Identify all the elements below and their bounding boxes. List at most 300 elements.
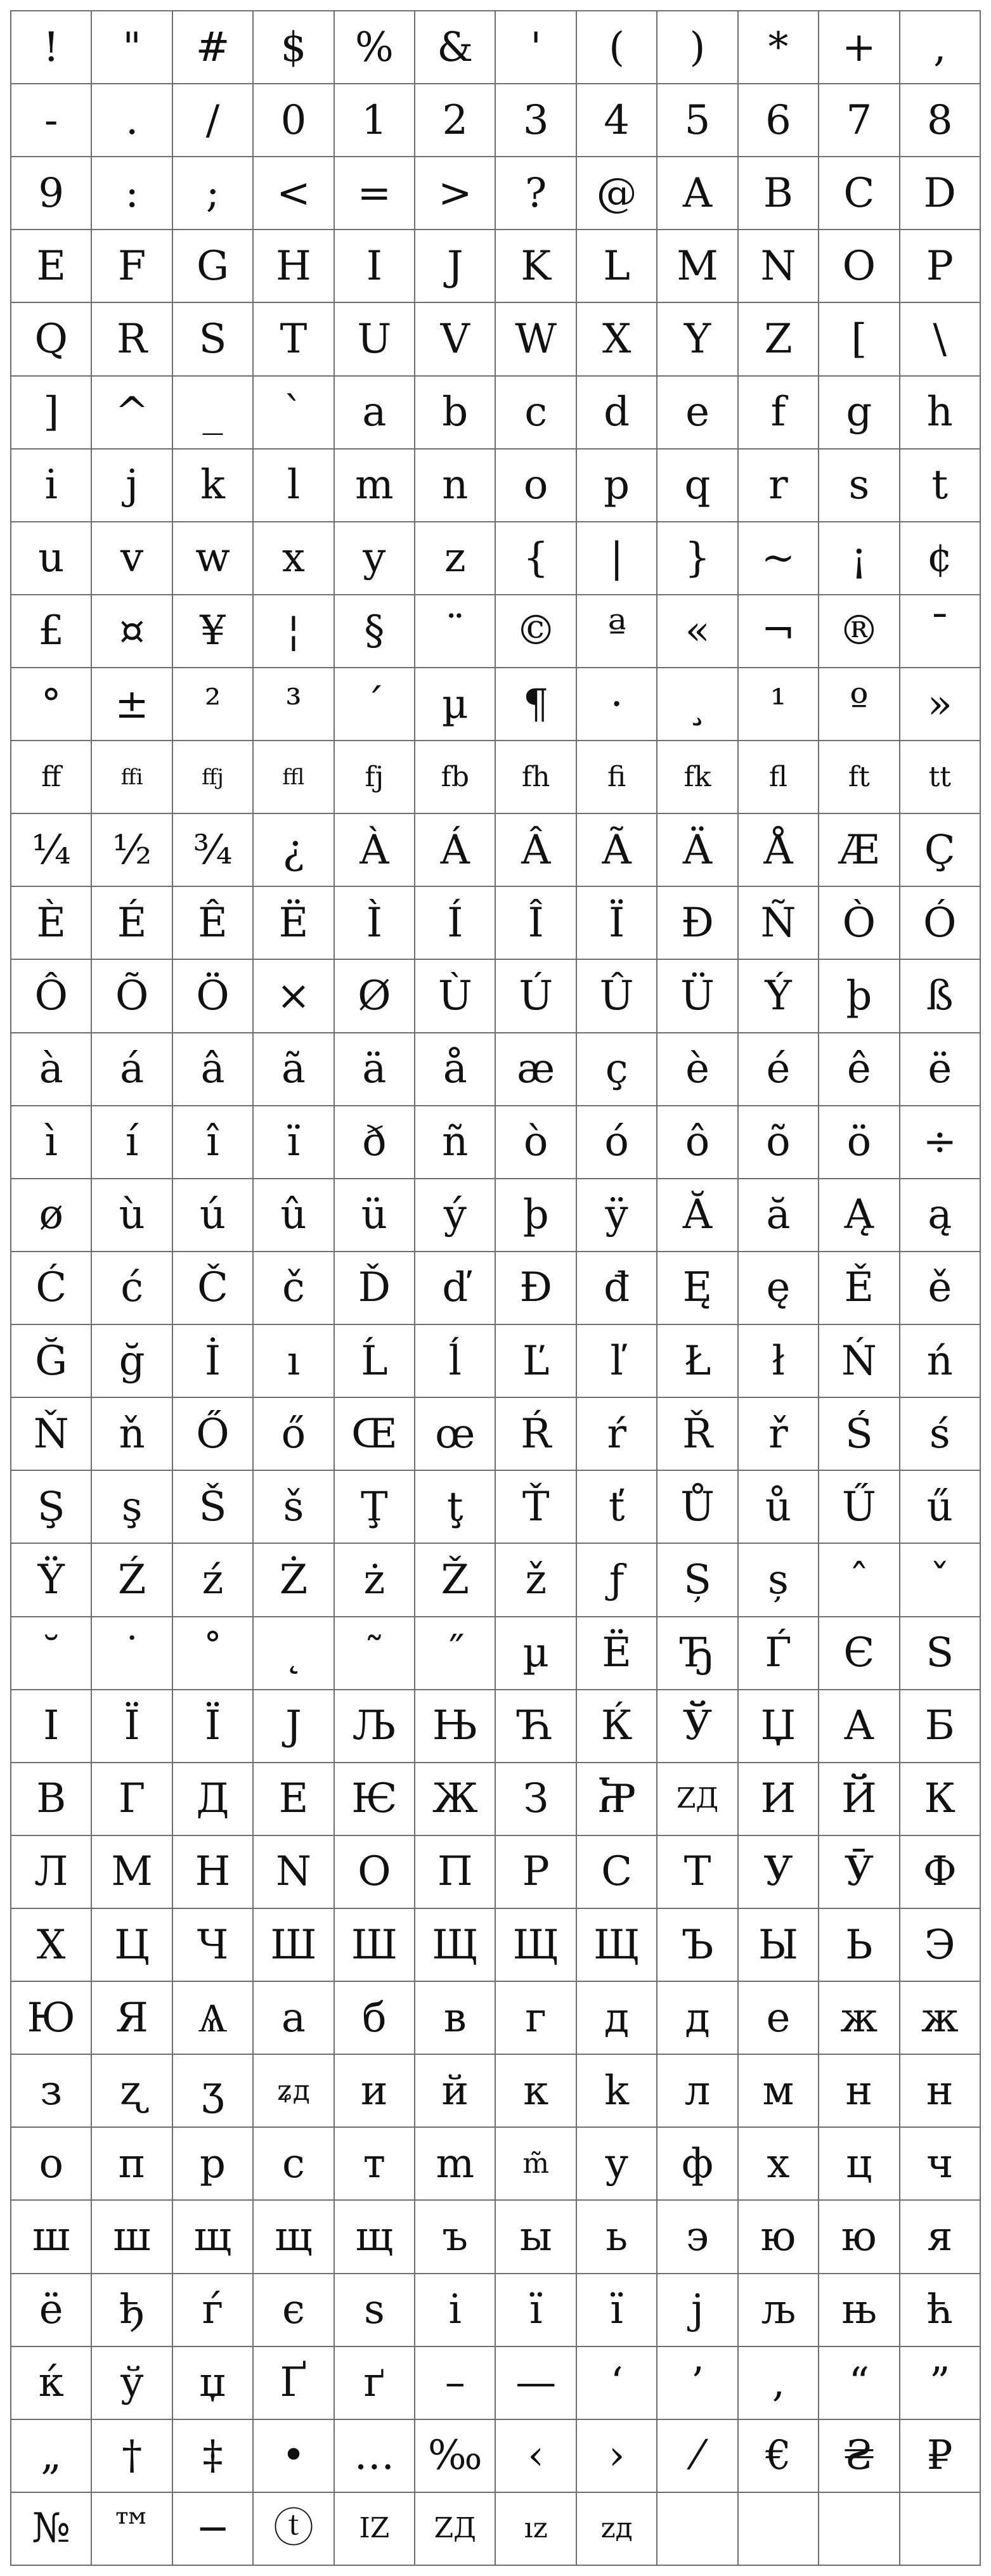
glyph-cell: Â xyxy=(496,814,576,887)
glyph-cell: _ xyxy=(173,377,254,450)
glyph-cell: ¢ xyxy=(900,522,981,595)
glyph-cell: Ĺ xyxy=(335,1325,415,1398)
glyph-cell: * xyxy=(739,11,819,84)
glyph-cell: ˚ xyxy=(173,1617,254,1690)
glyph-cell: ú xyxy=(173,1179,254,1252)
glyph-cell: ' xyxy=(496,11,576,84)
glyph-cell: у xyxy=(577,2128,657,2201)
glyph-cell: ¥ xyxy=(173,595,254,668)
glyph-cell: › xyxy=(577,2420,657,2493)
glyph-cell: ъ xyxy=(415,2201,496,2274)
glyph-cell: Ћ xyxy=(496,1690,576,1763)
glyph-cell: « xyxy=(657,595,738,668)
glyph-cell: Ł xyxy=(657,1325,738,1398)
glyph-cell: § xyxy=(335,595,415,668)
glyph-cell: Ă xyxy=(657,1179,738,1252)
glyph-cell: ZД xyxy=(415,2493,496,2566)
glyph-cell: њ xyxy=(819,2274,900,2347)
glyph-cell: О xyxy=(335,1836,415,1909)
glyph-cell: ä xyxy=(335,1033,415,1106)
glyph-cell: ő xyxy=(254,1398,334,1471)
glyph-cell: 0 xyxy=(254,84,334,157)
glyph-cell: ffi xyxy=(92,741,172,814)
glyph-cell: З xyxy=(496,1763,576,1836)
glyph-cell: ÷ xyxy=(900,1106,981,1179)
glyph-cell: н xyxy=(819,2055,900,2128)
glyph-cell: ř xyxy=(739,1398,819,1471)
glyph-cell: 7 xyxy=(819,84,900,157)
glyph-cell: м xyxy=(739,2055,819,2128)
glyph-cell: Е xyxy=(254,1763,334,1836)
glyph-cell: õ xyxy=(739,1106,819,1179)
glyph-cell: đ xyxy=(577,1252,657,1325)
glyph-cell xyxy=(900,2493,981,2566)
glyph-cell: v xyxy=(92,522,172,595)
glyph-cell: ´ xyxy=(335,668,415,741)
glyph-cell: { xyxy=(496,522,576,595)
glyph-cell: + xyxy=(819,11,900,84)
glyph-cell: У xyxy=(739,1836,819,1909)
glyph-cell: Ò xyxy=(819,887,900,960)
glyph-cell: Ę xyxy=(657,1252,738,1325)
glyph-cell: İ xyxy=(173,1325,254,1398)
glyph-cell: Ë xyxy=(254,887,334,960)
glyph-cell: Б xyxy=(900,1690,981,1763)
glyph-cell: U xyxy=(335,303,415,376)
glyph-cell: ë xyxy=(900,1033,981,1106)
glyph-cell: Ë xyxy=(577,1617,657,1690)
glyph-cell: < xyxy=(254,157,334,230)
glyph-cell: ì xyxy=(11,1106,92,1179)
glyph-cell: ш xyxy=(11,2201,92,2274)
glyph-cell: Ľ xyxy=(496,1325,576,1398)
glyph-cell: ı xyxy=(254,1325,334,1398)
glyph-cell: € xyxy=(739,2420,819,2493)
glyph-cell: î xyxy=(173,1106,254,1179)
glyph-cell: К xyxy=(900,1763,981,1836)
glyph-cell: ? xyxy=(496,157,576,230)
glyph-cell: å xyxy=(415,1033,496,1106)
glyph-cell: fb xyxy=(415,741,496,814)
glyph-cell: п xyxy=(92,2128,172,2201)
glyph-cell: Ș xyxy=(657,1544,738,1617)
glyph-cell: $ xyxy=(254,11,334,84)
glyph-cell: º xyxy=(819,668,900,741)
glyph-cell: ę xyxy=(739,1252,819,1325)
glyph-cell: » xyxy=(900,668,981,741)
glyph-cell: љ xyxy=(739,2274,819,2347)
glyph-cell: Ä xyxy=(657,814,738,887)
glyph-cell: г xyxy=(496,1982,576,2055)
glyph-cell: © xyxy=(496,595,576,668)
glyph-cell: — xyxy=(496,2347,576,2420)
glyph-cell: ю xyxy=(739,2201,819,2274)
glyph-cell: ız xyxy=(496,2493,576,2566)
glyph-cell: Ю xyxy=(11,1982,92,2055)
glyph-cell: Ӯ xyxy=(819,1836,900,1909)
glyph-cell: ü xyxy=(335,1179,415,1252)
glyph-cell: Ż xyxy=(254,1544,334,1617)
glyph-cell: А xyxy=(819,1690,900,1763)
glyph-cell: ś xyxy=(900,1398,981,1471)
glyph-cell: 4 xyxy=(577,84,657,157)
glyph-cell: Ű xyxy=(819,1471,900,1544)
glyph-cell: Õ xyxy=(92,960,172,1033)
glyph-cell: Ⴟ xyxy=(577,1763,657,1836)
glyph-cell: Й xyxy=(819,1763,900,1836)
glyph-cell: È xyxy=(11,887,92,960)
glyph-cell: s xyxy=(819,450,900,522)
glyph-cell: ы xyxy=(496,2201,576,2274)
glyph-cell: Г xyxy=(92,1763,172,1836)
glyph-cell: ª xyxy=(577,595,657,668)
glyph-cell: IZ xyxy=(335,2493,415,2566)
glyph-cell: … xyxy=(335,2420,415,2493)
glyph-cell: fj xyxy=(335,741,415,814)
glyph-cell: Ã xyxy=(577,814,657,887)
glyph-cell: Æ xyxy=(819,814,900,887)
glyph-cell: ² xyxy=(173,668,254,741)
glyph-cell: m xyxy=(335,450,415,522)
glyph-cell: − xyxy=(173,2493,254,2566)
glyph-cell: Њ xyxy=(415,1690,496,1763)
glyph-cell: T xyxy=(254,303,334,376)
glyph-cell xyxy=(819,2493,900,2566)
glyph-cell: Є xyxy=(819,1617,900,1690)
glyph-cell: ї xyxy=(496,2274,576,2347)
glyph-cell: к xyxy=(496,2055,576,2128)
glyph-cell: Ŕ xyxy=(496,1398,576,1471)
glyph-cell: # xyxy=(173,11,254,84)
glyph-cell: ï xyxy=(254,1106,334,1179)
glyph-cell: ˛ xyxy=(254,1617,334,1690)
glyph-cell: Я xyxy=(92,1982,172,2055)
glyph-cell: є xyxy=(254,2274,334,2347)
glyph-cell: ’ xyxy=(657,2347,738,2420)
glyph-cell: Í xyxy=(415,887,496,960)
glyph-cell: ³ xyxy=(254,668,334,741)
glyph-cell: ˙ xyxy=(92,1617,172,1690)
glyph-cell: m xyxy=(415,2128,496,2201)
glyph-cell: ff xyxy=(11,741,92,814)
glyph-cell: Ć xyxy=(11,1252,92,1325)
glyph-cell: ‰ xyxy=(415,2420,496,2493)
glyph-cell: ` xyxy=(254,377,334,450)
glyph-cell: µ xyxy=(496,1617,576,1690)
glyph-cell: W xyxy=(496,303,576,376)
glyph-cell: ţ xyxy=(415,1471,496,1544)
glyph-cell: A xyxy=(657,157,738,230)
glyph-cell: i xyxy=(11,450,92,522)
glyph-cell: É xyxy=(92,887,172,960)
glyph-cell: ș xyxy=(739,1544,819,1617)
glyph-cell: C xyxy=(819,157,900,230)
glyph-cell: Ђ xyxy=(657,1617,738,1690)
glyph-cell: В xyxy=(11,1763,92,1836)
glyph-cell: é xyxy=(739,1033,819,1106)
glyph-cell: t xyxy=(900,450,981,522)
glyph-cell: fl xyxy=(739,741,819,814)
glyph-cell: и xyxy=(335,2055,415,2128)
glyph-cell: ¨ xyxy=(415,595,496,668)
glyph-cell: ¯ xyxy=(900,595,981,668)
glyph-cell: ™ xyxy=(92,2493,172,2566)
glyph-cell: Ź xyxy=(92,1544,172,1617)
glyph-cell: Ѧ xyxy=(173,1982,254,2055)
glyph-cell: ! xyxy=(11,11,92,84)
glyph-cell xyxy=(657,2493,738,2566)
glyph-cell: ƒ xyxy=(577,1544,657,1617)
glyph-cell: ý xyxy=(415,1179,496,1252)
glyph-cell: ą xyxy=(900,1179,981,1252)
glyph-cell: б xyxy=(335,1982,415,2055)
glyph-cell: ‹ xyxy=(496,2420,576,2493)
glyph-cell: g xyxy=(819,377,900,450)
glyph-cell: Î xyxy=(496,887,576,960)
glyph-cell: ¼ xyxy=(11,814,92,887)
glyph-cell: í xyxy=(92,1106,172,1179)
glyph-cell: č xyxy=(254,1252,334,1325)
glyph-cell: V xyxy=(415,303,496,376)
glyph-cell: М xyxy=(92,1836,172,1909)
glyph-cell: ¦ xyxy=(254,595,334,668)
glyph-cell: Ы xyxy=(739,1909,819,1982)
glyph-cell: • xyxy=(254,2420,334,2493)
glyph-cell: ° xyxy=(11,668,92,741)
glyph-cell: ˜ xyxy=(335,1617,415,1690)
glyph-cell: 8 xyxy=(900,84,981,157)
glyph-cell: z xyxy=(415,522,496,595)
glyph-cell: Ц xyxy=(92,1909,172,1982)
glyph-cell: ł xyxy=(739,1325,819,1398)
glyph-cell: Ř xyxy=(657,1398,738,1471)
glyph-cell: Ќ xyxy=(577,1690,657,1763)
glyph-cell: Ѥ xyxy=(335,1763,415,1836)
glyph-cell: S xyxy=(900,1617,981,1690)
glyph-cell: r xyxy=(739,450,819,522)
glyph-cell: ň xyxy=(92,1398,172,1471)
glyph-cell xyxy=(739,2493,819,2566)
glyph-cell: „ xyxy=(11,2420,92,2493)
glyph-cell: æ xyxy=(496,1033,576,1106)
glyph-cell: Á xyxy=(415,814,496,887)
glyph-cell: Ї xyxy=(173,1690,254,1763)
glyph-cell: ě xyxy=(900,1252,981,1325)
glyph-cell: l xyxy=(254,450,334,522)
glyph-cell: [ xyxy=(819,303,900,376)
glyph-cell: ш xyxy=(92,2201,172,2274)
glyph-cell: Ч xyxy=(173,1909,254,1982)
glyph-cell: ⓣ xyxy=(254,2493,334,2566)
glyph-cell: Ť xyxy=(496,1471,576,1544)
glyph-cell: ź xyxy=(173,1544,254,1617)
glyph-cell: н xyxy=(900,2055,981,2128)
glyph-cell: è xyxy=(657,1033,738,1106)
glyph-cell: ґ xyxy=(335,2347,415,2420)
glyph-cell: р xyxy=(173,2128,254,2201)
glyph-cell: " xyxy=(92,11,172,84)
glyph-cell: Т xyxy=(657,1836,738,1909)
glyph-cell: Џ xyxy=(739,1690,819,1763)
glyph-cell: ; xyxy=(173,157,254,230)
glyph-cell: Ґ xyxy=(254,2347,334,2420)
glyph-cell: K xyxy=(496,230,576,303)
glyph-cell: ã xyxy=(254,1033,334,1106)
glyph-cell: ¾ xyxy=(173,814,254,887)
glyph-cell: 9 xyxy=(11,157,92,230)
glyph-cell: ) xyxy=(657,11,738,84)
glyph-cell: k xyxy=(173,450,254,522)
glyph-cell: ÿ xyxy=(577,1179,657,1252)
glyph-cell: о xyxy=(11,2128,92,2201)
glyph-cell: µ xyxy=(415,668,496,741)
glyph-cell: ж xyxy=(819,1982,900,2055)
glyph-cell: ß xyxy=(900,960,981,1033)
glyph-cell: ¤ xyxy=(92,595,172,668)
glyph-cell: fi xyxy=(577,741,657,814)
glyph-cell: ń xyxy=(900,1325,981,1398)
glyph-cell: fk xyxy=(657,741,738,814)
glyph-cell: M xyxy=(657,230,738,303)
glyph-cell: Y xyxy=(657,303,738,376)
glyph-cell: Ь xyxy=(819,1909,900,1982)
glyph-cell: w xyxy=(173,522,254,595)
glyph-cell: Ш xyxy=(254,1909,334,1982)
glyph-cell: ф xyxy=(657,2128,738,2201)
glyph-cell: a xyxy=(335,377,415,450)
glyph-cell: Đ xyxy=(496,1252,576,1325)
glyph-cell: & xyxy=(415,11,496,84)
glyph-cell: e xyxy=(657,377,738,450)
glyph-cell: ¿ xyxy=(254,814,334,887)
glyph-cell: Ж xyxy=(415,1763,496,1836)
glyph-cell: Ň xyxy=(11,1398,92,1471)
glyph-cell: ă xyxy=(739,1179,819,1252)
glyph-cell: k xyxy=(577,2055,657,2128)
glyph-cell: ó xyxy=(577,1106,657,1179)
glyph-cell: X xyxy=(577,303,657,376)
glyph-cell: Ê xyxy=(173,887,254,960)
glyph-cell: ј xyxy=(657,2274,738,2347)
glyph-cell: ] xyxy=(11,377,92,450)
glyph-cell: q xyxy=(657,450,738,522)
glyph-cell: y xyxy=(335,522,415,595)
glyph-cell: Ş xyxy=(11,1471,92,1544)
glyph-cell: ffl xyxy=(254,741,334,814)
glyph-cell: Х xyxy=(11,1909,92,1982)
glyph-cell: £ xyxy=(11,595,92,668)
glyph-cell: Ń xyxy=(819,1325,900,1398)
glyph-cell: } xyxy=(657,522,738,595)
glyph-cell: ž xyxy=(496,1544,576,1617)
glyph-cell: ь xyxy=(577,2201,657,2274)
glyph-cell: № xyxy=(11,2493,92,2566)
glyph-cell: ю xyxy=(819,2201,900,2274)
glyph-cell: ˘ xyxy=(11,1617,92,1690)
glyph-cell: c xyxy=(496,377,576,450)
glyph-cell: p xyxy=(577,450,657,522)
glyph-cell: Č xyxy=(173,1252,254,1325)
glyph-cell: R xyxy=(92,303,172,376)
glyph-cell: Ú xyxy=(496,960,576,1033)
glyph-cell: ў xyxy=(92,2347,172,2420)
glyph-cell: ђ xyxy=(92,2274,172,2347)
glyph-cell: N xyxy=(254,1836,334,1909)
glyph-cell: ˝ xyxy=(415,1617,496,1690)
glyph-cell: J xyxy=(254,1690,334,1763)
glyph-cell: Z xyxy=(739,303,819,376)
glyph-cell: ć xyxy=(92,1252,172,1325)
glyph-cell: ŕ xyxy=(577,1398,657,1471)
glyph-cell: û xyxy=(254,1179,334,1252)
glyph-cell: ʒ xyxy=(173,2055,254,2128)
glyph-cell: tt xyxy=(900,741,981,814)
glyph-cell: Щ xyxy=(577,1909,657,1982)
glyph-cell: џ xyxy=(173,2347,254,2420)
glyph-cell: ʑд xyxy=(254,2055,334,2128)
glyph-cell: I xyxy=(11,1690,92,1763)
glyph-cell: ľ xyxy=(577,1325,657,1398)
glyph-cell: | xyxy=(577,522,657,595)
glyph-cell: ~ xyxy=(739,522,819,595)
glyph-cell: ї xyxy=(577,2274,657,2347)
glyph-cell: ¬ xyxy=(739,595,819,668)
glyph-cell: I xyxy=(335,230,415,303)
glyph-cell: Ў xyxy=(657,1690,738,1763)
glyph-cell: ѓ xyxy=(173,2274,254,2347)
glyph-cell: ft xyxy=(819,741,900,814)
glyph-cell: ò xyxy=(496,1106,576,1179)
glyph-cell: ť xyxy=(577,1471,657,1544)
glyph-cell: ñ xyxy=(415,1106,496,1179)
glyph-cell: Щ xyxy=(415,1909,496,1982)
glyph-cell: щ xyxy=(335,2201,415,2274)
glyph-cell: \ xyxy=(900,303,981,376)
glyph-cell: à xyxy=(11,1033,92,1106)
glyph-cell: H xyxy=(254,230,334,303)
glyph-cell: ş xyxy=(92,1471,172,1544)
glyph-cell: 3 xyxy=(496,84,576,157)
glyph-cell: ¸ xyxy=(657,668,738,741)
glyph-cell: † xyxy=(92,2420,172,2493)
glyph-cell: ð xyxy=(335,1106,415,1179)
glyph-cell: ď xyxy=(415,1252,496,1325)
glyph-cell: Ш xyxy=(335,1909,415,1982)
glyph-cell: ‚ xyxy=(739,2347,819,2420)
glyph-cell: л xyxy=(657,2055,738,2128)
glyph-cell: Ñ xyxy=(739,887,819,960)
glyph-cell: 6 xyxy=(739,84,819,157)
glyph-cell: n xyxy=(415,450,496,522)
glyph-cell: ќ xyxy=(11,2347,92,2420)
glyph-cell: ¶ xyxy=(496,668,576,741)
glyph-cell: ç xyxy=(577,1033,657,1106)
glyph-cell: = xyxy=(335,157,415,230)
glyph-cell: > xyxy=(415,157,496,230)
glyph-cell: Ţ xyxy=(335,1471,415,1544)
glyph-cell: Ő xyxy=(173,1398,254,1471)
glyph-cell: Ý xyxy=(739,960,819,1033)
glyph-cell: À xyxy=(335,814,415,887)
glyph-cell: ù xyxy=(92,1179,172,1252)
glyph-cell: ( xyxy=(577,11,657,84)
glyph-cell: с xyxy=(254,2128,334,2201)
glyph-cell: Д xyxy=(173,1763,254,1836)
glyph-cell: ж xyxy=(900,1982,981,2055)
glyph-cell: д xyxy=(577,1982,657,2055)
glyph-cell: – xyxy=(415,2347,496,2420)
glyph-cell: ĺ xyxy=(415,1325,496,1398)
